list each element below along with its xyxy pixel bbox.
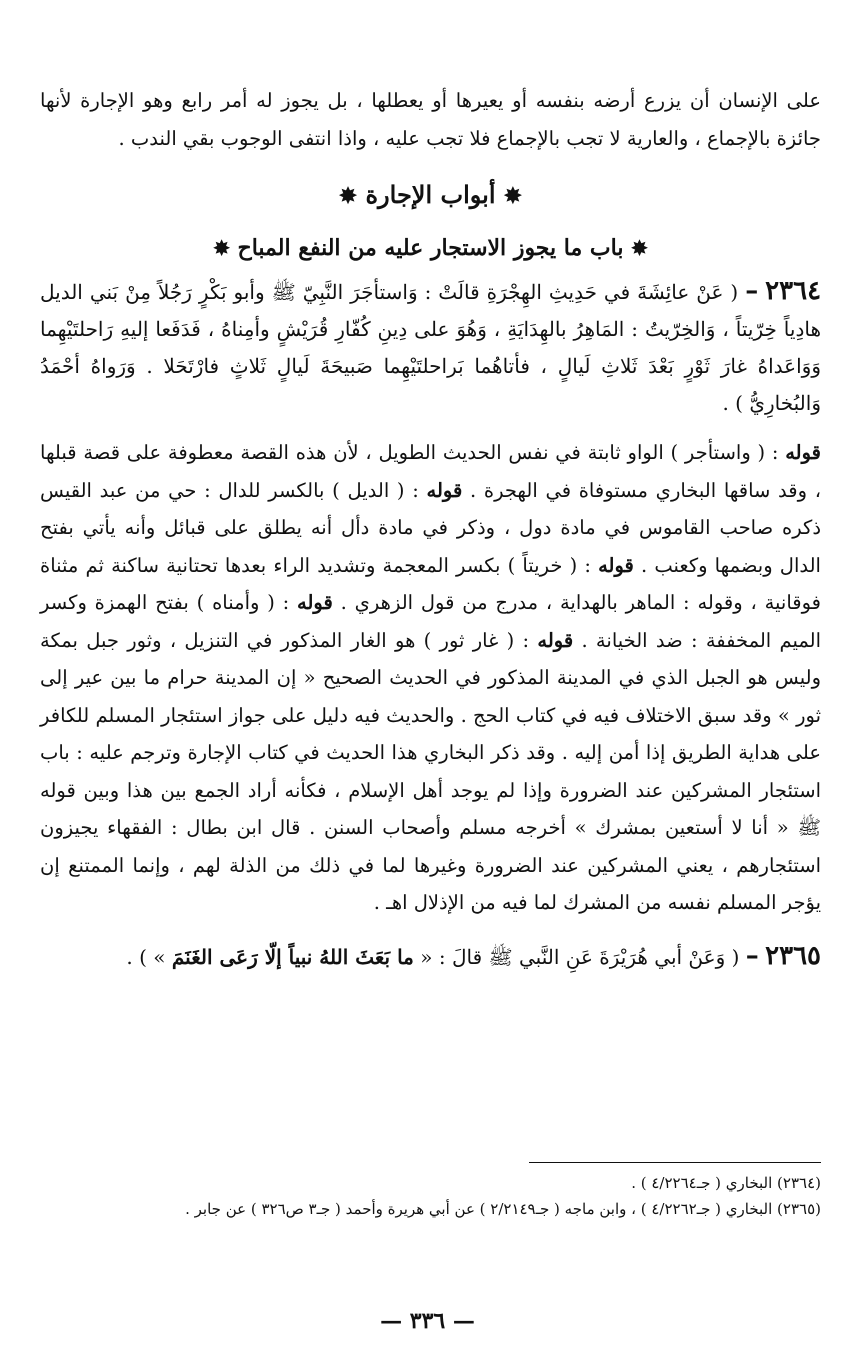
footnote-2364: (٢٣٦٤) البخاري ( جـ٤/٢٢٦٤ ) . [631,1174,821,1192]
hadith-text-before: ( وَعَنْ أبي هُرَيْرَةَ عَنِ النَّبي ﷺ قالَ : « [413,944,740,969]
footnote-divider [529,1162,821,1163]
hadith-2365 [40,938,821,975]
commentary-paragraph [40,434,821,922]
hadith-number: ٢٣٦٤ [765,276,822,306]
commentary-part-1: ( واستأجر ) الواو ثابتة في نفس الحديث الطويل ، لأن هذه القصة معطوفة على قصة قبلها ، وقد ساقها البخاري مستوفاة في الهجرة . [40,441,821,502]
chapter-title [40,233,821,263]
commentary-part-5: ( غار ثور ) هو الغار المذكور في التنزيل ، وثور جبل بمكة وليس هو الجبل الذي في المدينة المذكور في الحديث الصحيح « إن المدينة حرام ما بين عير إلى ثور » وقد سبق الاختلاف فيه في كتاب الحج . والحديث فيه دليل على جواز استئجار المسلم للكافر على هداية الطريق إذا أمن إليه . وقد ذكر البخاري هذا الحديث في كتاب الإجارة وترجم عليه : باب استئجار المشركين عند الضرورة وإذا لم يوجد أهل الإسلام ، فكأنه أراد الجمع بين هذا وبين قوله ﷺ « أنا لا أستعين بمشرك » أخرجه مسلم وأصحاب السنن . قال ابن بطال : الفقهاء يجيزون استئجارهم ، يعني المشركين عند الضرورة وغيرها لما في ذلك من الذلة لهم ، وإنما الممتنع إن يؤجر المسلم نفسه من المشرك لما فيه من الإذلال اهـ . [40,628,821,914]
keyword-qawluhu: قوله [426,478,463,502]
book-title [40,180,821,212]
keyword-qawluhu: قوله [537,628,574,652]
hadith-2364 [40,273,821,422]
hadith-dash: – [745,276,759,306]
keyword-qawluhu: قوله [598,553,634,577]
star-ornament-icon: ✸ [339,184,358,209]
footnote-2365: (٢٣٦٥) البخاري ( جـ٤/٢٢٦٢ ) ، وابن ماجه ( جـ٢/٢١٤٩ ) عن أبي هريرة وأحمد ( جـ٣ ص٣٢٦ ) عن جابر . [185,1200,821,1218]
keyword-qawluhu: قوله [785,441,821,464]
colon: : [765,441,786,464]
commentary-part-4: ( وأمناه ) بفتح الهمزة وكسر الميم المخففة : ضد الخيانة . [40,591,822,652]
hadith-text-after: » ) . [126,944,172,969]
hadith-dash: – [745,940,759,971]
colon: : [577,553,599,577]
keyword-qawluhu: قوله [297,591,333,614]
star-ornament-icon: ✸ [213,236,230,260]
book-title-text: أبواب الإجارة [365,180,496,209]
colon: : [404,478,427,502]
hadith-text-quote: ما بَعَثَ اللهُ نبياً إلّا رَعَى الغَنَمَ [171,944,414,969]
intro-paragraph: على الإنسان أن يزرع أرضه بنفسه أو يعيرها أو يعطلها ، بل يجوز له أمر رابع وهو الإجارة لأنها جائزة بالإجماع ، والعارية لا تجب بالإجماع فلا تجب عليه ، واذا انتفى الوجوب بقي الندب . [40,89,821,150]
star-ornament-icon: ✸ [503,184,522,209]
page-number: — ٣٣٦ — [380,1308,475,1334]
colon: : [514,628,538,652]
hadith-number: ٢٣٦٥ [765,940,821,971]
commentary-part-2: ( الديل ) بالكسر للدال : حي من عبد القيس ذكره صاحب القاموس في مادة دول ، وذكر في مادة دأل أنه يطلق على قبائل وأنه يأتي بفتح الدال وبضمها وكعنب . [40,478,821,577]
chapter-title-text: باب ما يجوز الاستجار عليه من النفع المباح [237,235,624,261]
footnotes [40,1170,821,1222]
commentary-part-3: ( خريتاً ) بكسر المعجمة وتشديد الراء بعدها تحتانية ساكنة ثم مثناة فوقانية ، وقوله : الماهر بالهداية ، مدرج من قول الزهري . [40,553,822,614]
star-ornament-icon: ✸ [631,236,648,260]
colon: : [274,591,298,614]
hadith-text: ( عَنْ عائِشَةَ في حَدِيثِ الهِجْرَةِ قالَتْ : وَاستأجَرَ النَّبِيّ ﷺ وأبو بَكْرٍ رَجُلاً مِنْ بَني الديل هادِياً خِرّيتاً ، وَالخِرّيتُ : المَاهِرُ بالهِدَايَةِ ، وَهُوَ على دِينِ كُفّارِ قُرَيْشٍ وأمِناهُ ، فَدَفَعا إليهِ رَاحلتَيْهِما وَوَاعَداهُ غارَ ثَوْرٍ بَعْدَ ثَلاثِ لَيالٍ ، فأتاهُما بَراحلتَيْهِما صَبيحَةَ لَيالٍ ثَلاثٍ فارْتَحَلا . وَرَواهُ أحْمَدُ وَالبُخارِيُّ ) . [40,280,821,415]
